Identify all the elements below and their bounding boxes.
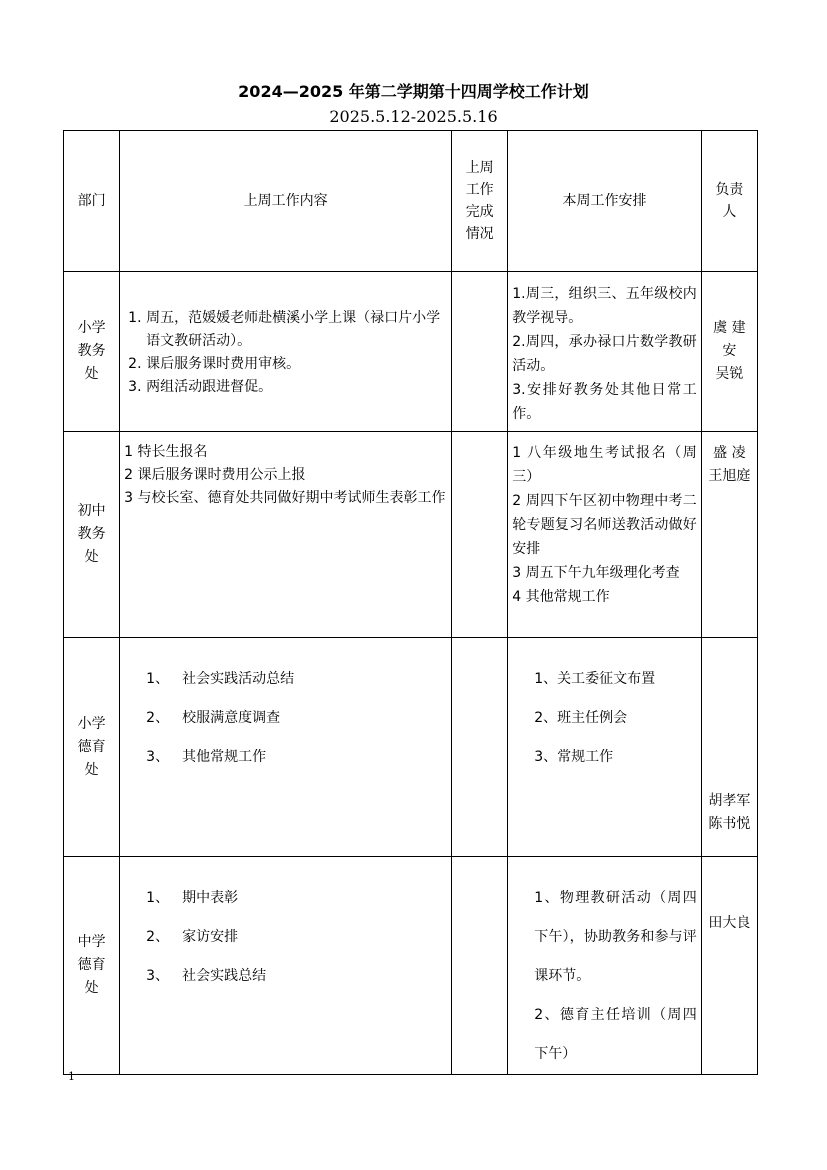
list-item: 3、 其他常规工作 [146, 749, 267, 765]
responsible-cell: 盛 凌 王旭庭 [701, 432, 757, 638]
list-item: 1.周三，组织三、五年级校内教学视导。 [512, 286, 697, 326]
table-row [64, 432, 758, 638]
this-week-cell [508, 272, 702, 432]
dept-cell: 中学德育处 [64, 857, 120, 1075]
last-week-cell [120, 432, 452, 638]
table-row [64, 638, 758, 857]
responsible-cell: 田大良 [701, 857, 757, 1075]
list-item: 3 周五下午九年级理化考查 [512, 565, 680, 581]
list-item: 2、班主任例会 [534, 710, 628, 726]
this-week-cell [508, 857, 702, 1075]
completion-cell [452, 638, 508, 857]
list-item: 2、德育主任培训（周四下午） [534, 1007, 697, 1062]
last-week-cell [120, 857, 452, 1075]
header-last-week: 上周工作内容 [120, 131, 452, 272]
table-row [64, 272, 758, 432]
list-item: 1、 社会实践活动总结 [146, 671, 295, 687]
responsible-cell: 胡孝军 陈书悦 [701, 638, 757, 857]
list-item: 3.安排好教务处其他日常工作。 [512, 382, 697, 422]
list-item: 1、关工委征文布置 [534, 671, 656, 687]
completion-cell [452, 272, 508, 432]
header-completion: 上周工作完成情况 [452, 131, 508, 272]
list-item: 2、 校服满意度调查 [146, 710, 281, 726]
list-item: 3、 社会实践总结 [146, 968, 267, 984]
list-item: 2 课后服务课时费用公示上报 [124, 467, 306, 483]
header-this-week: 本周工作安排 [508, 131, 702, 272]
dept-cell: 初中教务处 [64, 432, 120, 638]
list-item: 2.周四，承办禄口片数学教研活动。 [512, 334, 697, 374]
header-dept: 部门 [64, 131, 120, 272]
list-item: 1、物理教研活动（周四下午），协助教务和参与评课环节。 [534, 890, 697, 984]
list-item: 1 八年级地生考试报名（周三） [512, 445, 697, 485]
work-plan-table [63, 130, 758, 1075]
list-item: 1、 期中表彰 [146, 890, 239, 906]
list-item: 1. 周五，范媛媛老师赴横溪小学上课（禄口片小学语文教研活动）。 [128, 310, 441, 349]
list-item: 3 与校长室、德育处共同做好期中考试师生表彰工作 [124, 490, 446, 506]
list-item: 2、 家访安排 [146, 929, 239, 945]
list-item: 2. 课后服务课时费用审核。 [128, 356, 301, 372]
header-row [64, 131, 758, 272]
this-week-cell [508, 638, 702, 857]
dept-cell: 小学德育处 [64, 638, 120, 857]
last-week-cell [120, 638, 452, 857]
page-title: 2024—2025 年第二学期第十四周学校工作计划 [238, 82, 589, 101]
list-item: 4 其他常规工作 [512, 589, 610, 605]
list-item: 3、常规工作 [534, 749, 614, 765]
list-item: 1 特长生报名 [124, 444, 208, 460]
page-number: 1 [68, 1070, 75, 1083]
completion-cell [452, 432, 508, 638]
dept-cell: 小学教务处 [64, 272, 120, 432]
completion-cell [452, 857, 508, 1075]
last-week-cell [120, 272, 452, 432]
header-responsible: 负责人 [701, 131, 757, 272]
list-item: 3. 两组活动跟进督促。 [128, 379, 273, 395]
list-item: 2 周四下午区初中物理中考二轮专题复习名师送教活动做好安排 [512, 493, 697, 557]
date-range: 2025.5.12-2025.5.16 [329, 107, 498, 126]
table-row [64, 857, 758, 1075]
responsible-cell: 虞 建安 吴锐 [701, 272, 757, 432]
this-week-cell [508, 432, 702, 638]
